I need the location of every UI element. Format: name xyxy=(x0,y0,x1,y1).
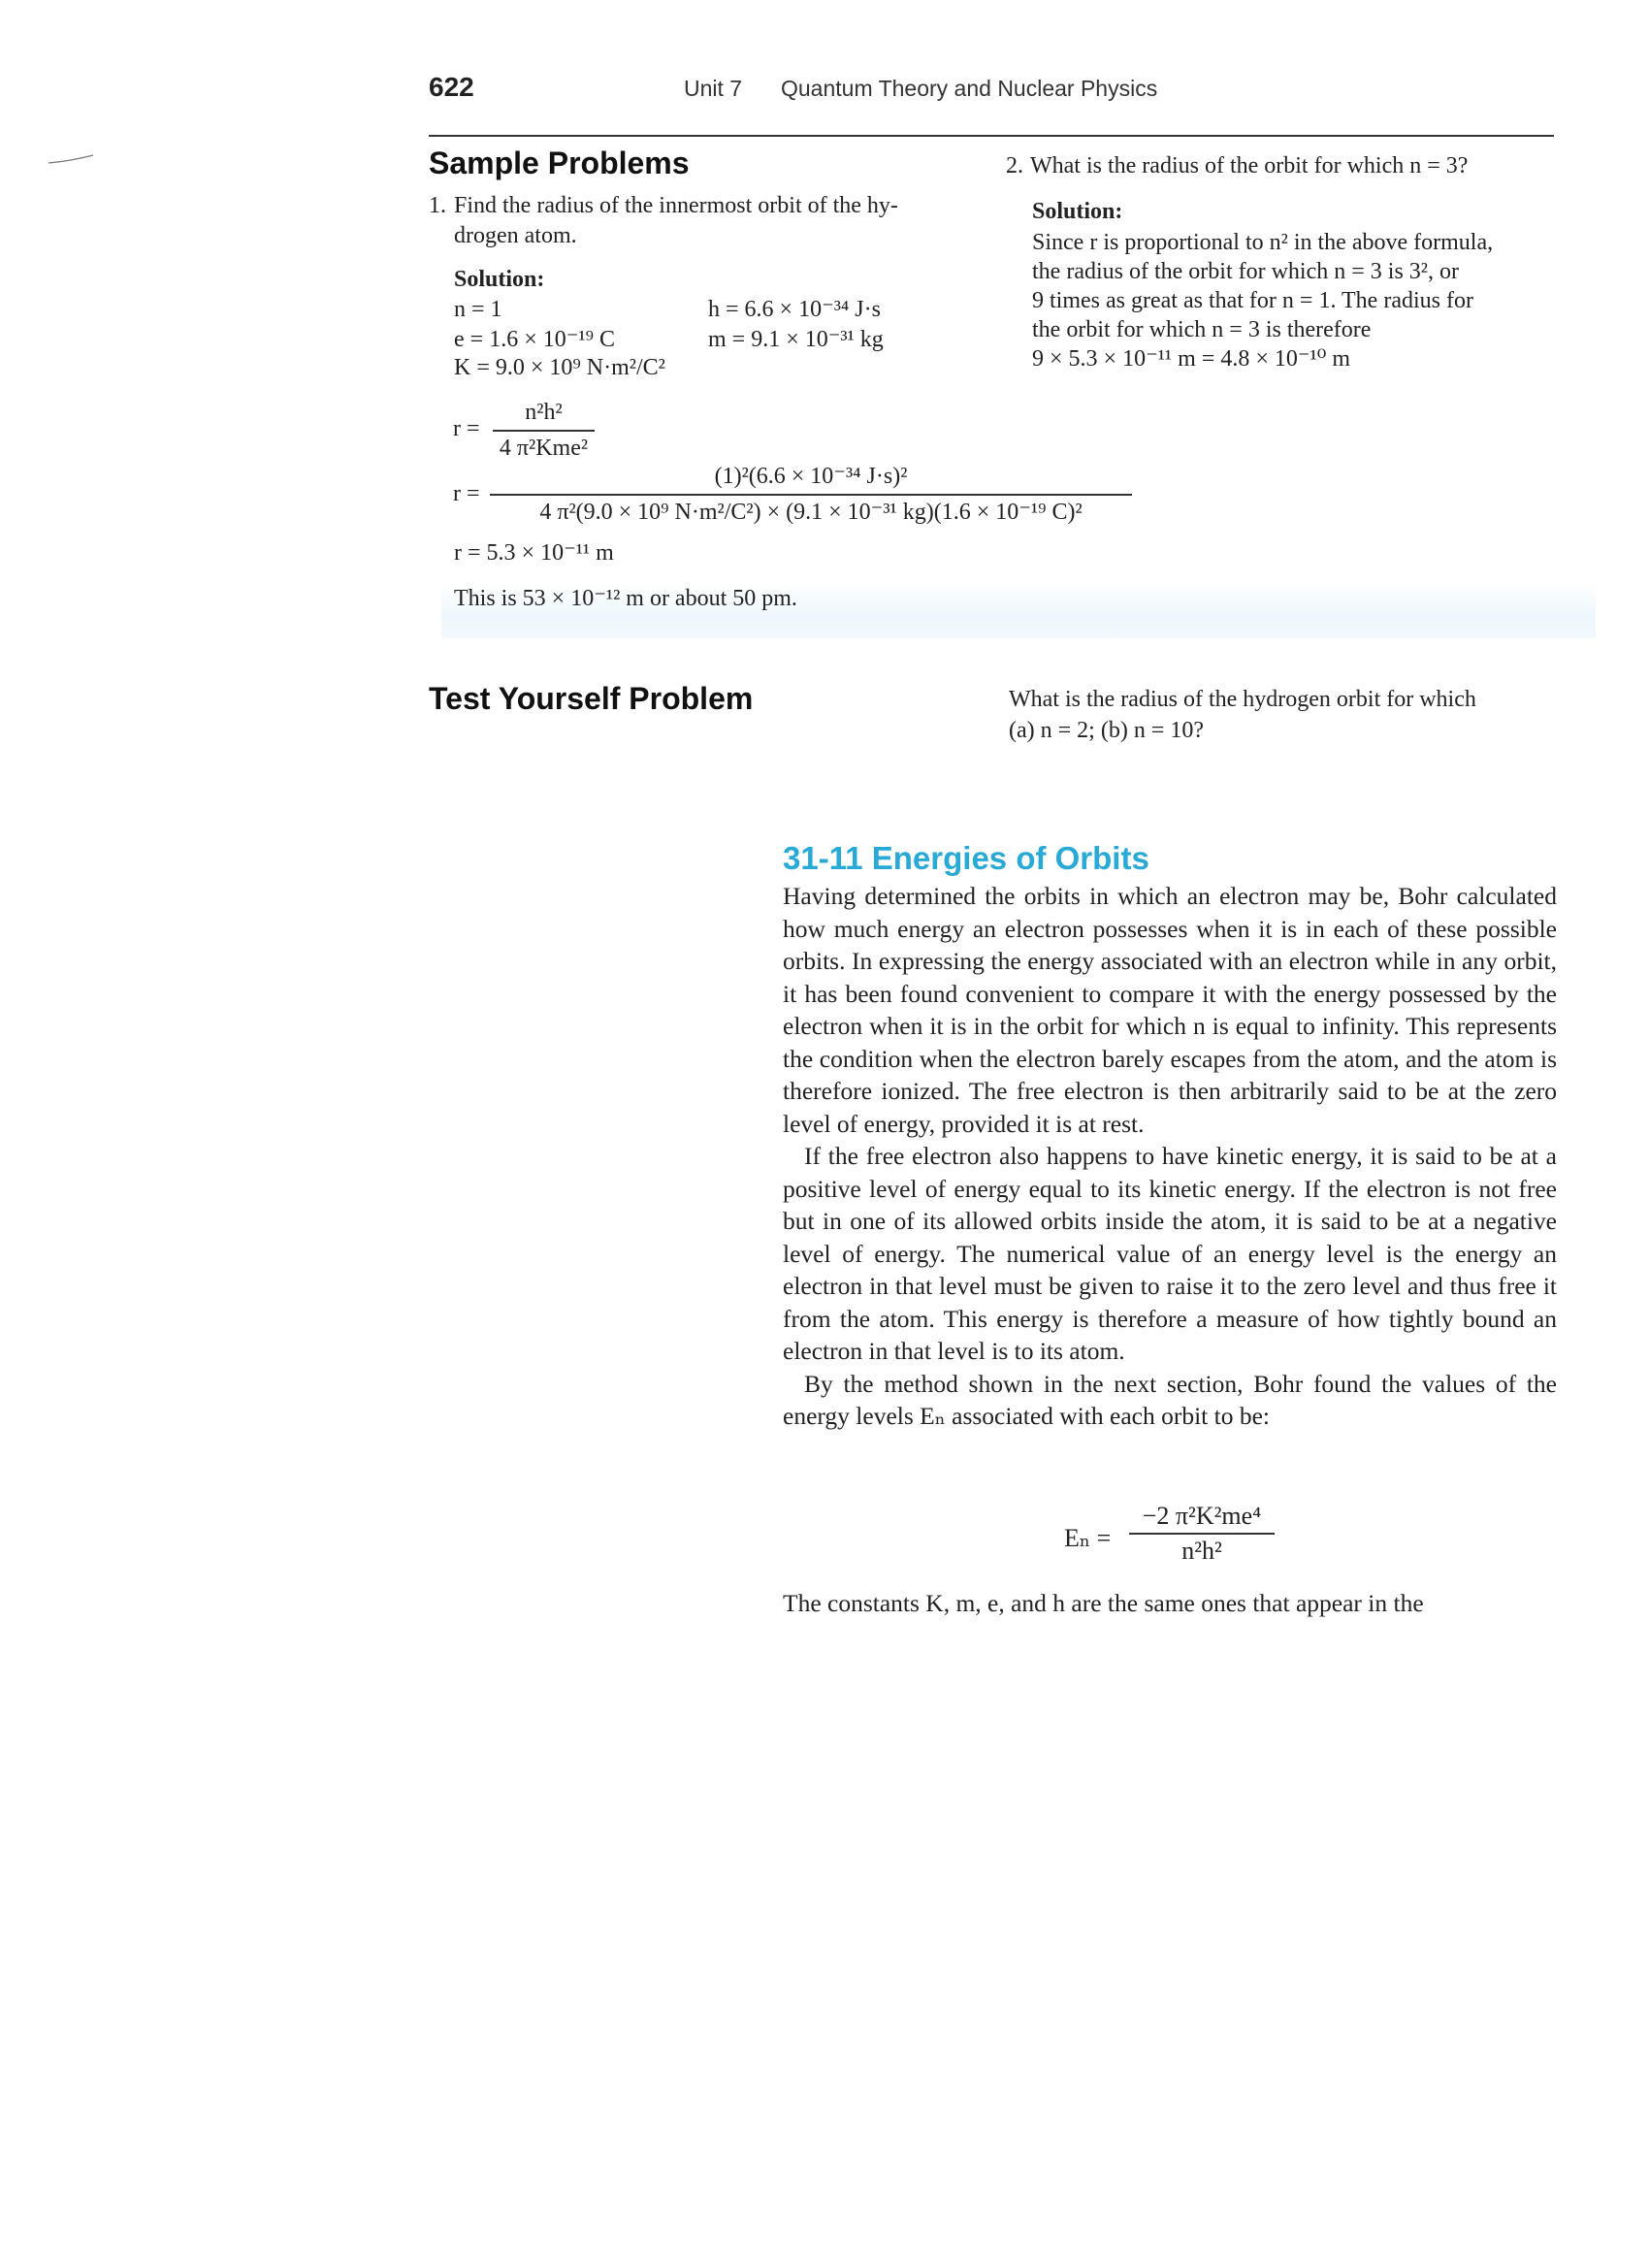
problem1-number: 1. xyxy=(429,193,446,218)
paragraph: Having determined the orbits in which an electron may be, Bohr calculated how much energy an electron possesses when it is in each of these possible orbits. In expressing the energy associated with an electron while in any orbit, it has been found convenient to compare it with the energy possessed by the electron when it is in the orbit for which n is equal to infinity. This represents the condition when the electron barely escapes from the atom, and the atom is therefore ionized. The free electron is then arbitrarily said to be at the zero level of energy, provided it is at rest. xyxy=(783,882,1557,1138)
given-m: m = 9.1 × 10⁻³¹ kg xyxy=(708,327,884,352)
margin-mark-icon xyxy=(47,153,95,165)
sample-problems-heading: Sample Problems xyxy=(429,146,690,180)
test-yourself-heading: Test Yourself Problem xyxy=(429,681,754,716)
problem2-line: 9 × 5.3 × 10⁻¹¹ m = 4.8 × 10⁻¹⁰ m xyxy=(1032,346,1351,372)
unit-title: Quantum Theory and Nuclear Physics xyxy=(781,76,1158,101)
substitution-fraction xyxy=(490,462,1132,528)
energy-equation-lhs: Eₙ = xyxy=(1064,1524,1112,1552)
problem1-result: r = 5.3 × 10⁻¹¹ m xyxy=(454,540,614,566)
section-title: 31-11 Energies of Orbits xyxy=(783,840,1149,876)
problem2-line: 9 times as great as that for n = 1. The radius for xyxy=(1032,288,1473,313)
problem2-number: 2. xyxy=(1006,153,1023,178)
given-K: K = 9.0 × 10⁹ N·m²/C² xyxy=(454,355,665,380)
formula-fraction xyxy=(493,398,595,464)
given-h: h = 6.6 × 10⁻³⁴ J·s xyxy=(708,297,881,322)
substitution-numerator: (1)²(6.6 × 10⁻³⁴ J·s)² xyxy=(714,464,908,489)
given-e: e = 1.6 × 10⁻¹⁹ C xyxy=(454,327,615,352)
test-yourself-line1: What is the radius of the hydrogen orbit for which xyxy=(1009,687,1476,712)
problem2-line: the orbit for which n = 3 is therefore xyxy=(1032,317,1372,342)
energy-equation-denominator: n²h² xyxy=(1181,1536,1222,1565)
problem2-line: the radius of the orbit for which n = 3 is 3², or xyxy=(1032,259,1459,284)
problem1-solution-label: Solution: xyxy=(454,267,545,292)
substitution-denominator: 4 π²(9.0 × 10⁹ N·m²/C²) × (9.1 × 10⁻³¹ kg)(1.6 × 10⁻¹⁹ C)² xyxy=(539,499,1083,525)
problem2-solution-label: Solution: xyxy=(1032,199,1123,224)
problem2-text: What is the radius of the orbit for which n = 3? xyxy=(1030,153,1469,178)
test-yourself-line2: (a) n = 2; (b) n = 10? xyxy=(1009,718,1205,743)
problem1-text-line1: Find the radius of the innermost orbit of the hy- xyxy=(454,193,898,218)
paragraph-continued: The constants K, m, e, and h are the same ones that appear in the xyxy=(783,1589,1424,1617)
substitution-lhs: r = xyxy=(453,481,480,506)
given-n: n = 1 xyxy=(454,297,502,322)
problem1-note: This is 53 × 10⁻¹² m or about 50 pm. xyxy=(454,586,797,611)
paragraph: If the free electron also happens to have kinetic energy, it is said to be at a positive level of energy equal to its kinetic energy. If the electron is not free but in one of its allowed orbits inside the atom, it is said to be at a negative level of energy. The numerical value of an energy level is the energy an electron in that level must be given to raise it to the zero level and thus free it from the atom. This energy is therefore a measure of how tightly bound an electron in that level is to its atom. xyxy=(783,1142,1557,1365)
page-number: 622 xyxy=(429,72,474,102)
formula-denominator: 4 π²Kme² xyxy=(499,435,589,461)
section-body xyxy=(783,880,1557,1433)
header-rule xyxy=(429,135,1554,137)
formula-lhs: r = xyxy=(453,416,480,441)
energy-equation-numerator: −2 π²K²me⁴ xyxy=(1142,1502,1262,1530)
paragraph: By the method shown in the next section, Bohr found the values of the energy levels Eₙ associated with each orbit to be: xyxy=(783,1369,1557,1430)
energy-equation-fraction xyxy=(1129,1502,1275,1566)
unit-label: Unit 7 xyxy=(684,76,743,101)
formula-numerator: n²h² xyxy=(525,400,563,425)
problem2-line: Since r is proportional to n² in the above formula, xyxy=(1032,230,1494,255)
problem1-text-line2: drogen atom. xyxy=(454,223,577,248)
